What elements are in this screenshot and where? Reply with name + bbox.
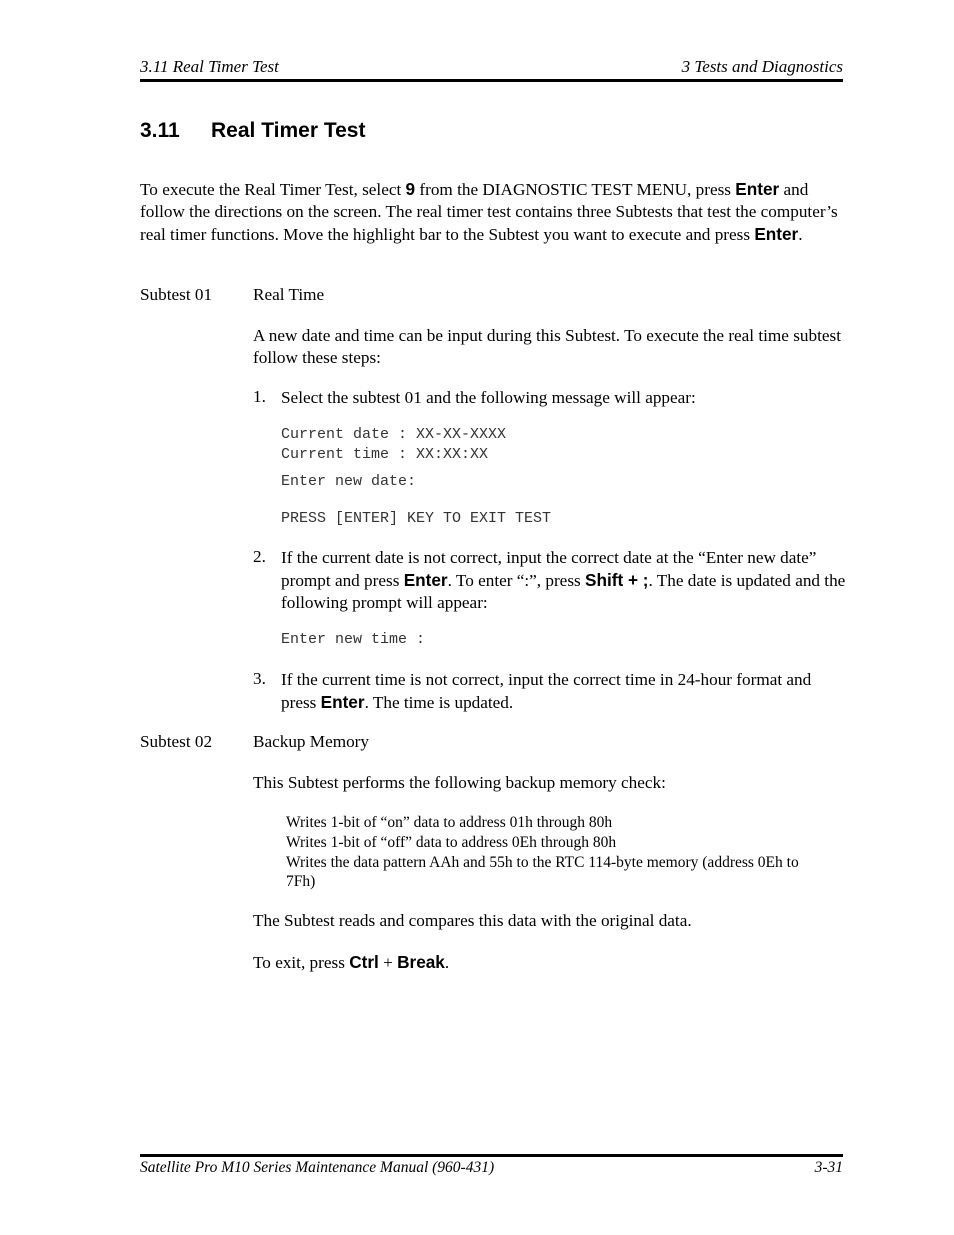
subtest-01-description: A new date and time can be input during this Subtest. To execute the real time subtest follow these steps: — [253, 326, 841, 367]
step-2-text-2: . To enter “:”, press — [447, 571, 585, 590]
subtest-01-label: Subtest 01 — [140, 285, 213, 304]
exit-text-2: + — [378, 953, 398, 972]
key-break: Break — [397, 952, 445, 972]
exit-text-3: . — [444, 953, 450, 972]
step-2-number: 2. — [253, 547, 266, 566]
running-footer — [140, 1159, 843, 1177]
page-number: 3-31 — [814, 1159, 843, 1176]
key-9: 9 — [405, 179, 416, 199]
intro-text-3: and follow the directions on the screen. The real timer test contains three Subtests that test the computer’s real timer functions. Move the highlight bar to the Subtest you want to execute and press — [140, 180, 838, 244]
step-1-text: Select the subtest 01 and the following message will appear: — [281, 388, 696, 407]
footer-manual-title: Satellite Pro M10 Series Maintenance Manual (960-431) — [140, 1159, 495, 1176]
check-item: Writes the data pattern AAh and 55h to the RTC 114-byte memory (address 0Eh to 7Fh) — [286, 853, 799, 891]
intro-paragraph — [140, 178, 848, 246]
screen-exit-message: PRESS [ENTER] KEY TO EXIT TEST — [281, 510, 552, 527]
section-title: Real Timer Test — [211, 119, 366, 142]
intro-text-4: . — [798, 225, 803, 244]
footer-rule — [140, 1154, 843, 1157]
key-enter: Enter — [403, 570, 448, 590]
step-3-text — [281, 669, 847, 714]
subtest-02-description: This Subtest performs the following backup memory check: — [253, 773, 666, 792]
screen-enter-time: Enter new time : — [281, 631, 426, 648]
step-2-text-1: If the current date is not correct, input the correct date at the “Enter new date” prompt and press — [281, 548, 817, 590]
backup-memory-checks — [286, 813, 806, 892]
step-3-number: 3. — [253, 669, 266, 688]
subtest-02-reads: The Subtest reads and compares this data with the original data. — [253, 911, 692, 930]
check-item: Writes 1-bit of “on” data to address 01h through 80h — [286, 814, 613, 831]
step-3-text-2: . The time is updated. — [364, 693, 514, 712]
running-header — [140, 57, 843, 77]
key-enter: Enter — [735, 179, 780, 199]
header-rule — [140, 79, 843, 82]
section-heading — [140, 119, 365, 143]
running-header-right: 3 Tests and Diagnostics — [681, 57, 843, 76]
subtest-02-name: Backup Memory — [253, 732, 369, 751]
intro-text-1: To execute the Real Timer Test, select — [140, 180, 406, 199]
step-3-text-1: If the current time is not correct, input the correct time in 24-hour format and press — [281, 670, 812, 712]
check-item: Writes 1-bit of “off” data to address 0Eh through 80h — [286, 833, 617, 851]
step-2-text-3: . The date is updated and the following prompt will appear: — [281, 571, 846, 612]
key-shift-semicolon: Shift + ; — [585, 570, 649, 590]
step-2-text — [281, 547, 847, 614]
subtest-01-name: Real Time — [253, 285, 325, 304]
step-1-number: 1. — [253, 387, 266, 406]
exit-text-1: To exit, press — [253, 953, 350, 972]
screen-enter-date: Enter new date: — [281, 473, 417, 490]
section-number: 3.11 — [140, 119, 180, 142]
key-enter: Enter — [320, 692, 365, 712]
screen-date-time: Current date : XX-XX-XXXX Current time : XX:XX:XX — [281, 426, 507, 463]
key-enter: Enter — [754, 224, 799, 244]
exit-instruction — [253, 951, 449, 974]
subtest-02-label: Subtest 02 — [140, 732, 213, 751]
running-header-left: 3.11 Real Timer Test — [140, 57, 279, 76]
intro-text-2: from the DIAGNOSTIC TEST MENU, press — [415, 180, 736, 199]
key-ctrl: Ctrl — [349, 952, 379, 972]
